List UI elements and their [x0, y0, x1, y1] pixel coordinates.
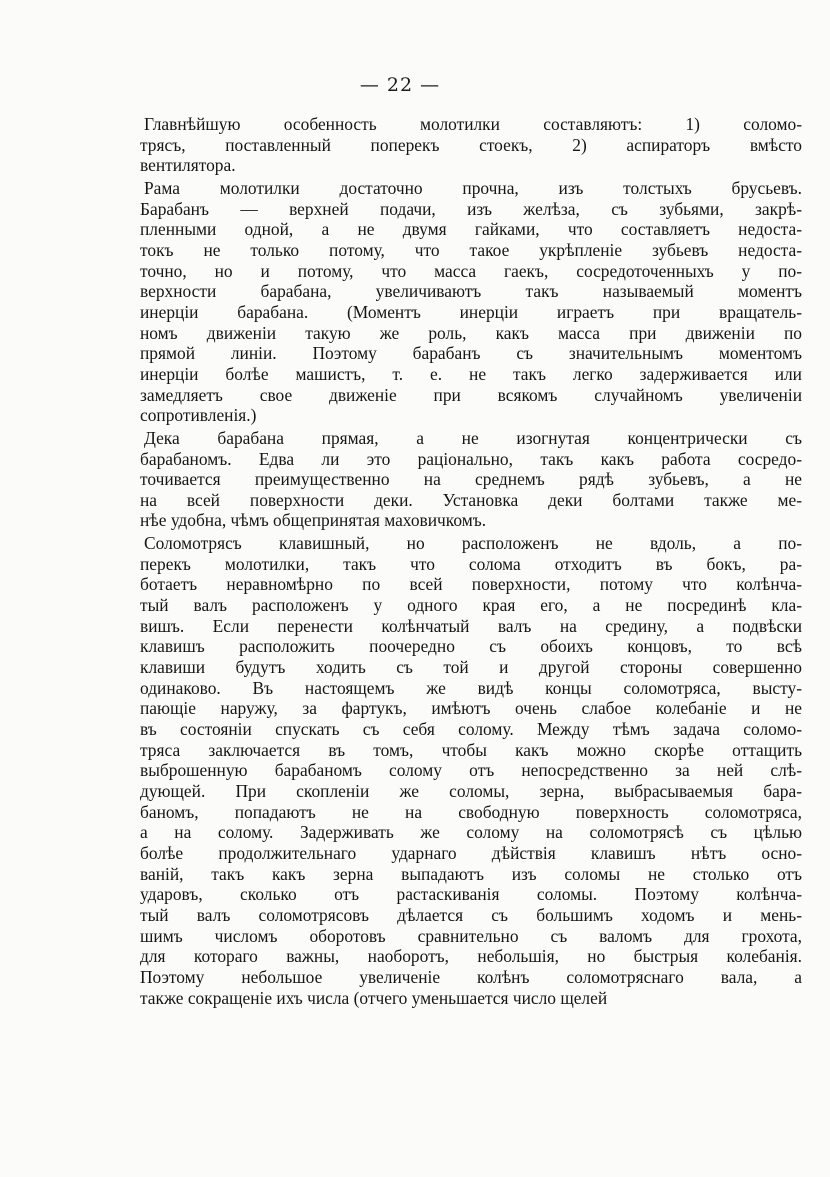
text-line: Барабанъ — верхней подачи, изъ желѣза, съ зубьями, закрѣ-: [140, 198, 802, 219]
text-line: токъ не только потому, что такое укрѣпленіе зубьевъ недоста-: [140, 239, 802, 260]
text-line: баномъ, попадаютъ не на свободную поверхность соломотряса,: [140, 801, 802, 822]
text-line: верхности барабана, увеличиваютъ такъ называемый моментъ: [140, 281, 802, 302]
paragraph: [140, 178, 802, 426]
body-text: [140, 114, 802, 1010]
text-line: пающіе наружу, за фартукъ, имѣютъ очень слабое колебаніе и не: [140, 698, 802, 719]
text-line: Рама молотилки достаточно прочна, изъ толстыхъ брусьевъ.: [144, 177, 802, 198]
text-line: барабаномъ. Едва ли это раціонально, такъ какъ работа сосредо-: [140, 448, 802, 469]
text-line: клавишъ расположить поочередно съ обоихъ концовъ, то всѣ: [140, 636, 802, 657]
text-line: ударовъ, сколько отъ растаскиванія соломы. Поэтому колѣнча-: [140, 884, 802, 905]
text-line: трясъ, поставленный поперекъ стоекъ, 2) аспираторъ вмѣсто: [140, 134, 802, 155]
text-line: дующей. При скопленіи же соломы, зерна, выбрасываемыя бара-: [140, 781, 802, 801]
text-line: клавиши будутъ ходить съ той и другой стороны совершенно: [140, 657, 802, 678]
text-line: выброшенную барабаномъ солому отъ непосредственно за ней слѣ-: [140, 760, 802, 781]
page-number: — 22 —: [359, 74, 441, 96]
text-line: вентилятора.: [140, 155, 236, 176]
text-line: тряса заключается въ томъ, чтобы какъ можно скорѣе оттащить: [140, 739, 802, 760]
paragraph: [140, 114, 802, 176]
text-line: шимъ числомъ оборотовъ сравнительно съ валомъ для грохота,: [140, 925, 802, 946]
text-line: вишъ. Если перенести колѣнчатый валъ на средину, а подвѣски: [140, 615, 802, 636]
text-line: сопротивленія.): [140, 405, 257, 426]
text-line: также сокращеніе ихъ числа (отчего уменьшается число щелей: [140, 987, 608, 1008]
text-line: на всей поверхности деки. Установка деки болтами также ме-: [140, 489, 802, 510]
text-line: точивается преимущественно на среднемъ рядѣ зубьевъ, а не: [140, 469, 802, 490]
text-line: прямой линіи. Поэтому барабанъ съ значительнымъ моментомъ: [140, 343, 802, 364]
text-line: нѣе удобна, чѣмъ общепринятая маховичкомъ.: [140, 510, 487, 531]
text-line: Дека барабана прямая, а не изогнутая концентрически съ: [144, 427, 802, 448]
text-line: номъ движеніи такую же роль, какъ масса при движеніи по: [140, 322, 802, 343]
text-line: Поэтому небольшое увеличеніе колѣнъ соломотряснаго вала, а: [140, 966, 802, 987]
text-line: инерціи болѣе машистъ, т. е. не такъ легко задерживается или: [140, 363, 802, 384]
text-line: Соломотрясъ клавишный, но расположенъ не вдоль, а по-: [144, 533, 802, 554]
text-line: точно, но и потому, что масса гаекъ, сосредоточенныхъ у по-: [140, 260, 802, 281]
text-line: Главнѣйшую особенность молотилки составляютъ: 1) соломо-: [144, 114, 802, 134]
text-line: а на солому. Задерживать же солому на соломотрясѣ съ цѣлью: [140, 822, 802, 843]
text-line: замедляетъ свое движеніе при всякомъ случайномъ увеличеніи: [140, 384, 802, 405]
text-line: инерціи барабана. (Моментъ инерціи играетъ при вращатель-: [140, 301, 802, 322]
paragraph: [140, 428, 802, 531]
text-line: болѣе продолжительнаго ударнаго дѣйствія клавишъ нѣтъ осно-: [140, 842, 802, 863]
text-line: одинаково. Въ настоящемъ же видѣ концы соломотряса, высту-: [140, 677, 802, 698]
text-line: тый валъ расположенъ у одного края его, а не посрединѣ кла-: [140, 595, 802, 616]
text-line: для котораго важны, наоборотъ, небольшія, но быстрыя колебанія.: [140, 946, 802, 967]
text-line: тый валъ соломотрясовъ дѣлается съ большимъ ходомъ и мень-: [140, 904, 802, 925]
text-line: ваній, такъ какъ зерна выпадаютъ изъ соломы не столько отъ: [140, 863, 802, 884]
text-line: пленными одной, а не двумя гайками, что составляетъ недоста-: [140, 219, 802, 240]
text-line: въ состояніи спускать съ себя солому. Между тѣмъ задача соломо-: [140, 719, 802, 740]
text-line: перекъ молотилки, такъ что солома отходитъ въ бокъ, ра-: [140, 553, 802, 574]
paragraph: [140, 533, 802, 1008]
text-line: ботаетъ неравномѣрно по всей поверхности, потому что колѣнча-: [140, 574, 802, 595]
